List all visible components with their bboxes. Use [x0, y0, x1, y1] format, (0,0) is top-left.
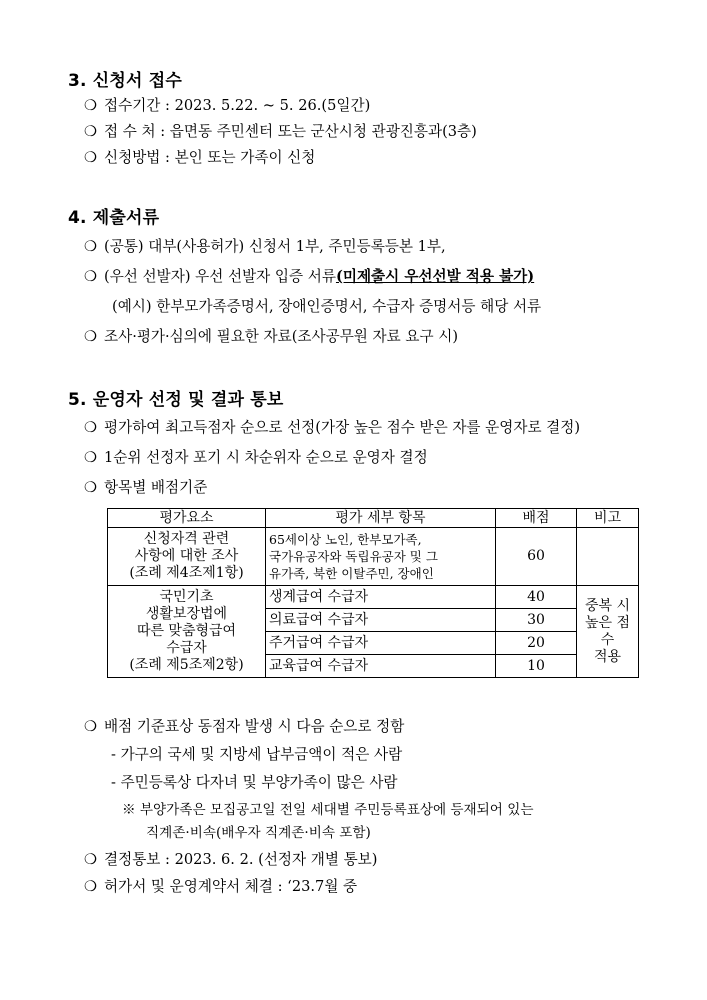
bullet-icon: ❍ — [84, 479, 98, 496]
detail-cell: 주거급여 수급자 — [266, 632, 496, 655]
s5-item-criteria: ❍ 항목별 배점기준 — [84, 479, 208, 496]
footnote: ※ 부양가족은 모집공고일 전일 세대별 주민등록표상에 등재되어 있는 — [122, 802, 534, 818]
table-header: 평가 세부 항목 — [266, 509, 496, 528]
section-3-heading: 3. 신청서 접수 — [68, 71, 183, 91]
note-cell — [577, 528, 639, 586]
section-4-heading: 4. 제출서류 — [68, 208, 160, 228]
bullet-icon: ❍ — [84, 449, 98, 466]
table-header: 비고 — [577, 509, 639, 528]
detail-cell: 교육급여 수급자 — [266, 655, 496, 678]
detail-cell: 의료급여 수급자 — [266, 609, 496, 632]
s4-item-common: ❍ (공통) 대부(사용허가) 신청서 1부, 주민등록등본 1부, — [84, 238, 446, 255]
footnote: 직계존·비속(배우자 직계존·비속 포함) — [146, 825, 371, 841]
bullet-icon: ❍ — [84, 149, 98, 166]
bullet-icon: ❍ — [84, 238, 98, 255]
section-5-heading: 5. 운영자 선정 및 결과 통보 — [68, 390, 284, 410]
bullet-icon: ❍ — [84, 123, 98, 140]
bullet-icon: ❍ — [84, 878, 98, 895]
detail-cell: 생계급여 수급자 — [266, 586, 496, 609]
note-cell: 중복 시 높은 점수 적용 — [577, 586, 639, 678]
s5-notice: ❍ 결정통보 : 2023. 6. 2. (선정자 개별 통보) — [84, 851, 378, 868]
score-cell: 30 — [496, 609, 577, 632]
criterion-cell: 국민기초 생활보장법에 따른 맞춤형급여 수급자 (조례 제5조제2항) — [108, 586, 266, 678]
s4-item-investigation: ❍ 조사·평가·심의에 필요한 자료(조사공무원 자료 요구 시) — [84, 328, 459, 345]
table-header-row — [108, 509, 639, 528]
table-header: 배점 — [496, 509, 577, 528]
bullet-icon: ❍ — [84, 268, 98, 285]
scoring-table — [107, 508, 639, 678]
s5-item-fallback: ❍ 1순위 선정자 포기 시 차순위자 순으로 운영자 결정 — [84, 449, 428, 466]
s4-item-priority: ❍ (우선 선발자) 우선 선발자 입증 서류(미제출시 우선선발 적용 불가) — [84, 268, 535, 285]
bullet-icon: ❍ — [84, 328, 98, 345]
tie-rule: - 주민등록상 다자녀 및 부양가족이 많은 사람 — [111, 774, 398, 791]
s3-item-method: ❍ 신청방법 : 본인 또는 가족이 신청 — [84, 149, 316, 166]
bullet-icon: ❍ — [84, 419, 98, 436]
score-cell: 10 — [496, 655, 577, 678]
tie-rule: - 가구의 국세 및 지방세 납부금액이 적은 사람 — [111, 746, 403, 763]
detail-cell: 65세이상 노인, 한부모가족, 국가유공자와 독립유공자 및 그 유가족, 북한 이탈주민, 장애인 — [266, 528, 496, 586]
criterion-cell: 신청자격 관련 사항에 대한 조사 (조례 제4조제1항) — [108, 528, 266, 586]
s5-tie-heading: ❍ 배점 기준표상 동점자 발생 시 다음 순으로 정함 — [84, 718, 405, 735]
table-row — [108, 586, 639, 609]
s5-item-evaluation: ❍ 평가하여 최고득점자 순으로 선정(가장 높은 점수 받은 자를 운영자로 결정) — [84, 419, 581, 436]
table-row — [108, 528, 639, 586]
score-cell: 60 — [496, 528, 577, 586]
warning-text: (미제출시 우선선발 적용 불가) — [335, 268, 535, 285]
s3-item-place: ❍ 접 수 처 : 읍면동 주민센터 또는 군산시청 관광진흥과(3층) — [84, 123, 477, 140]
bullet-icon: ❍ — [84, 97, 98, 114]
bullet-icon: ❍ — [84, 718, 98, 735]
s3-item-period: ❍ 접수기간 : 2023. 5.22. ~ 5. 26.(5일간) — [84, 97, 371, 114]
s4-item-example: (예시) 한부모가족증명서, 장애인증명서, 수급자 증명서등 해당 서류 — [112, 298, 542, 315]
bullet-icon: ❍ — [84, 851, 98, 868]
score-cell: 20 — [496, 632, 577, 655]
table-header: 평가요소 — [108, 509, 266, 528]
s5-contract: ❍ 허가서 및 운영계약서 체결 : ‘23.7월 중 — [84, 878, 358, 895]
score-cell: 40 — [496, 586, 577, 609]
